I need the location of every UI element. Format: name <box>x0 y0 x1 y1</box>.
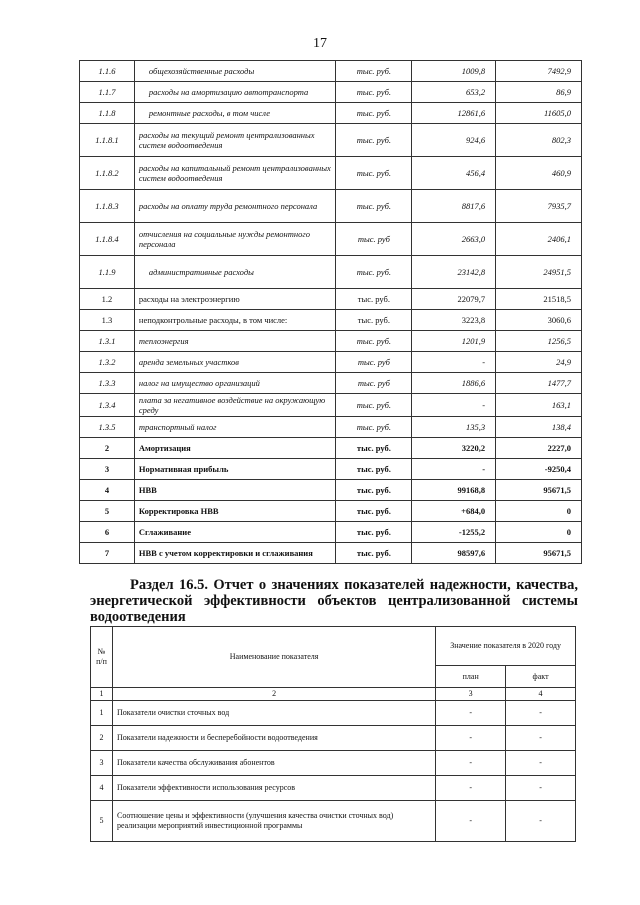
table-row <box>80 310 582 331</box>
row-fact-value: 0 <box>496 522 582 543</box>
table-row <box>80 522 582 543</box>
row-name: отчисления на социальные нужды ремонтного персонала <box>134 223 336 256</box>
row-fact-value: 2406,1 <box>496 223 582 256</box>
row-plan-value: 1886,6 <box>412 373 496 394</box>
indicator-plan: - <box>436 725 506 750</box>
row-plan-value: 456,4 <box>412 157 496 190</box>
row-unit: тыс. руб. <box>336 543 412 564</box>
row-number: 6 <box>80 522 135 543</box>
table-row <box>80 352 582 373</box>
row-unit: тыс. руб. <box>336 190 412 223</box>
row-unit: тыс. руб. <box>336 124 412 157</box>
row-fact-value: 7935,7 <box>496 190 582 223</box>
row-number: 2 <box>80 438 135 459</box>
header-fact: факт <box>506 665 576 687</box>
row-number: 1.3 <box>80 310 135 331</box>
row-name: общехозяйственные расходы <box>134 61 336 82</box>
row-fact-value: 802,3 <box>496 124 582 157</box>
row-number: 1.1.8.4 <box>80 223 135 256</box>
row-name: Сглаживание <box>134 522 336 543</box>
row-number: 4 <box>80 480 135 501</box>
row-name: теплоэнергия <box>134 331 336 352</box>
table-row <box>80 331 582 352</box>
row-name: Амортизация <box>134 438 336 459</box>
row-plan-value: 98597,6 <box>412 543 496 564</box>
table-row <box>80 480 582 501</box>
indicator-number: 2 <box>91 725 113 750</box>
row-plan-value: 924,6 <box>412 124 496 157</box>
table-row <box>80 223 582 256</box>
row-plan-value: 135,3 <box>412 417 496 438</box>
row-name: НВВ <box>134 480 336 501</box>
indicator-plan: - <box>436 775 506 800</box>
row-number: 1.3.5 <box>80 417 135 438</box>
row-unit: тыс. руб. <box>336 501 412 522</box>
row-name: налог на имущество организаций <box>134 373 336 394</box>
table-row <box>80 289 582 310</box>
colnum-2: 2 <box>112 688 435 701</box>
row-plan-value: 12861,6 <box>412 103 496 124</box>
indicator-number: 3 <box>91 750 113 775</box>
row-unit: тыс. руб. <box>336 256 412 289</box>
row-unit: тыс. руб <box>336 352 412 373</box>
indicator-plan: - <box>436 800 506 841</box>
row-number: 1.1.8 <box>80 103 135 124</box>
row-number: 1.1.7 <box>80 82 135 103</box>
row-fact-value: 0 <box>496 501 582 522</box>
table-row <box>91 775 576 800</box>
row-fact-value: 1256,5 <box>496 331 582 352</box>
indicator-name: Показатели надежности и бесперебойности водоотведения <box>112 725 435 750</box>
row-name: расходы на капитальный ремонт централизованных систем водоотведения <box>134 157 336 190</box>
table-row <box>80 543 582 564</box>
row-unit: тыс. руб. <box>336 157 412 190</box>
row-unit: тыс. руб. <box>336 331 412 352</box>
table-row <box>80 190 582 223</box>
indicator-fact: - <box>506 700 576 725</box>
header-num: № п/п <box>91 627 113 688</box>
table-row <box>80 61 582 82</box>
row-name: плата за негативное воздействие на окружающую среду <box>134 394 336 417</box>
row-plan-value: 23142,8 <box>412 256 496 289</box>
table-row <box>91 800 576 841</box>
table-row <box>80 417 582 438</box>
row-number: 1.3.2 <box>80 352 135 373</box>
row-fact-value: 24951,5 <box>496 256 582 289</box>
cost-table <box>79 60 582 564</box>
row-fact-value: 460,9 <box>496 157 582 190</box>
indicator-name: Показатели качества обслуживания абонентов <box>112 750 435 775</box>
indicator-name: Соотношение цены и эффективности (улучшения качества очистки сточных вод) реализации мероприятий инвестиционной программы <box>112 800 435 841</box>
indicator-fact: - <box>506 800 576 841</box>
row-name: расходы на электроэнергию <box>134 289 336 310</box>
row-number: 1.2 <box>80 289 135 310</box>
row-fact-value: 95671,5 <box>496 480 582 501</box>
row-number: 1.1.8.1 <box>80 124 135 157</box>
row-unit: тыс. руб <box>336 373 412 394</box>
indicators-table <box>90 626 576 842</box>
row-plan-value: -1255,2 <box>412 522 496 543</box>
row-fact-value: 163,1 <box>496 394 582 417</box>
row-name: административные расходы <box>134 256 336 289</box>
table-row <box>80 459 582 480</box>
section-title <box>90 577 578 625</box>
row-plan-value: 22079,7 <box>412 289 496 310</box>
row-number: 1.3.1 <box>80 331 135 352</box>
table-row <box>80 103 582 124</box>
table-row <box>91 725 576 750</box>
row-plan-value: 3220,2 <box>412 438 496 459</box>
row-fact-value: 1477,7 <box>496 373 582 394</box>
row-unit: тыс. руб. <box>336 417 412 438</box>
row-name: транспортный налог <box>134 417 336 438</box>
colnum-1: 1 <box>91 688 113 701</box>
table-row <box>80 438 582 459</box>
row-name: расходы на оплату труда ремонтного персонала <box>134 190 336 223</box>
row-plan-value: - <box>412 394 496 417</box>
indicator-fact: - <box>506 775 576 800</box>
row-fact-value: 24,9 <box>496 352 582 373</box>
row-name: Корректировка НВВ <box>134 501 336 522</box>
row-name: НВВ с учетом корректировки и сглаживания <box>134 543 336 564</box>
row-number: 1.1.8.2 <box>80 157 135 190</box>
row-plan-value: 1009,8 <box>412 61 496 82</box>
row-name: аренда земельных участков <box>134 352 336 373</box>
row-plan-value: - <box>412 459 496 480</box>
row-fact-value: -9250,4 <box>496 459 582 480</box>
row-plan-value: - <box>412 352 496 373</box>
row-plan-value: 2663,0 <box>412 223 496 256</box>
table-row <box>80 124 582 157</box>
row-unit: тыс. руб. <box>336 82 412 103</box>
row-unit: тыс. руб. <box>336 103 412 124</box>
row-fact-value: 2227,0 <box>496 438 582 459</box>
row-name: расходы на амортизацию автотранспорта <box>134 82 336 103</box>
row-fact-value: 138,4 <box>496 417 582 438</box>
row-plan-value: 653,2 <box>412 82 496 103</box>
row-plan-value: 3223,8 <box>412 310 496 331</box>
row-plan-value: +684,0 <box>412 501 496 522</box>
indicator-name: Показатели эффективности использования ресурсов <box>112 775 435 800</box>
row-unit: тыс. руб. <box>336 438 412 459</box>
table-row <box>80 373 582 394</box>
table-row <box>80 256 582 289</box>
row-fact-value: 95671,5 <box>496 543 582 564</box>
colnum-3: 3 <box>436 688 506 701</box>
indicator-number: 5 <box>91 800 113 841</box>
header-value: Значение показателя в 2020 году <box>436 627 576 666</box>
indicators-header-row <box>91 627 576 666</box>
row-number: 3 <box>80 459 135 480</box>
row-unit: тыс. руб. <box>336 61 412 82</box>
indicator-number: 1 <box>91 700 113 725</box>
row-unit: тыс. руб. <box>336 289 412 310</box>
indicator-number: 4 <box>91 775 113 800</box>
row-number: 5 <box>80 501 135 522</box>
indicator-name: Показатели очистки сточных вод <box>112 700 435 725</box>
table-row <box>80 501 582 522</box>
row-unit: тыс. руб. <box>336 522 412 543</box>
row-unit: тыс. руб <box>336 223 412 256</box>
row-number: 1.1.9 <box>80 256 135 289</box>
row-name: Нормативная прибыль <box>134 459 336 480</box>
table-row <box>80 394 582 417</box>
row-number: 1.3.4 <box>80 394 135 417</box>
row-unit: тыс. руб. <box>336 394 412 417</box>
table-row <box>91 750 576 775</box>
colnum-4: 4 <box>506 688 576 701</box>
row-name: неподконтрольные расходы, в том числе: <box>134 310 336 331</box>
row-fact-value: 86,9 <box>496 82 582 103</box>
indicator-fact: - <box>506 750 576 775</box>
indicator-plan: - <box>436 700 506 725</box>
table-row <box>80 82 582 103</box>
row-fact-value: 21518,5 <box>496 289 582 310</box>
indicator-fact: - <box>506 725 576 750</box>
indicator-plan: - <box>436 750 506 775</box>
indicators-colnum-row <box>91 688 576 701</box>
row-fact-value: 3060,6 <box>496 310 582 331</box>
page-number: 17 <box>313 36 327 51</box>
row-number: 7 <box>80 543 135 564</box>
row-fact-value: 7492,9 <box>496 61 582 82</box>
row-number: 1.3.3 <box>80 373 135 394</box>
row-plan-value: 8817,6 <box>412 190 496 223</box>
row-number: 1.1.6 <box>80 61 135 82</box>
section-title-text: Раздел 16.5. Отчет о значениях показателей надежности, качества, энергетической эффективности объектов централизованной системы водоотведения <box>90 577 578 625</box>
header-name: Наименование показателя <box>112 627 435 688</box>
row-number: 1.1.8.3 <box>80 190 135 223</box>
row-plan-value: 1201,9 <box>412 331 496 352</box>
row-unit: тыс. руб. <box>336 480 412 501</box>
table-row <box>91 700 576 725</box>
row-name: ремонтные расходы, в том числе <box>134 103 336 124</box>
header-plan: план <box>436 665 506 687</box>
row-fact-value: 11605,0 <box>496 103 582 124</box>
row-name: расходы на текущий ремонт централизованных систем водоотведения <box>134 124 336 157</box>
row-unit: тыс. руб. <box>336 310 412 331</box>
row-plan-value: 99168,8 <box>412 480 496 501</box>
row-unit: тыс. руб. <box>336 459 412 480</box>
table-row <box>80 157 582 190</box>
